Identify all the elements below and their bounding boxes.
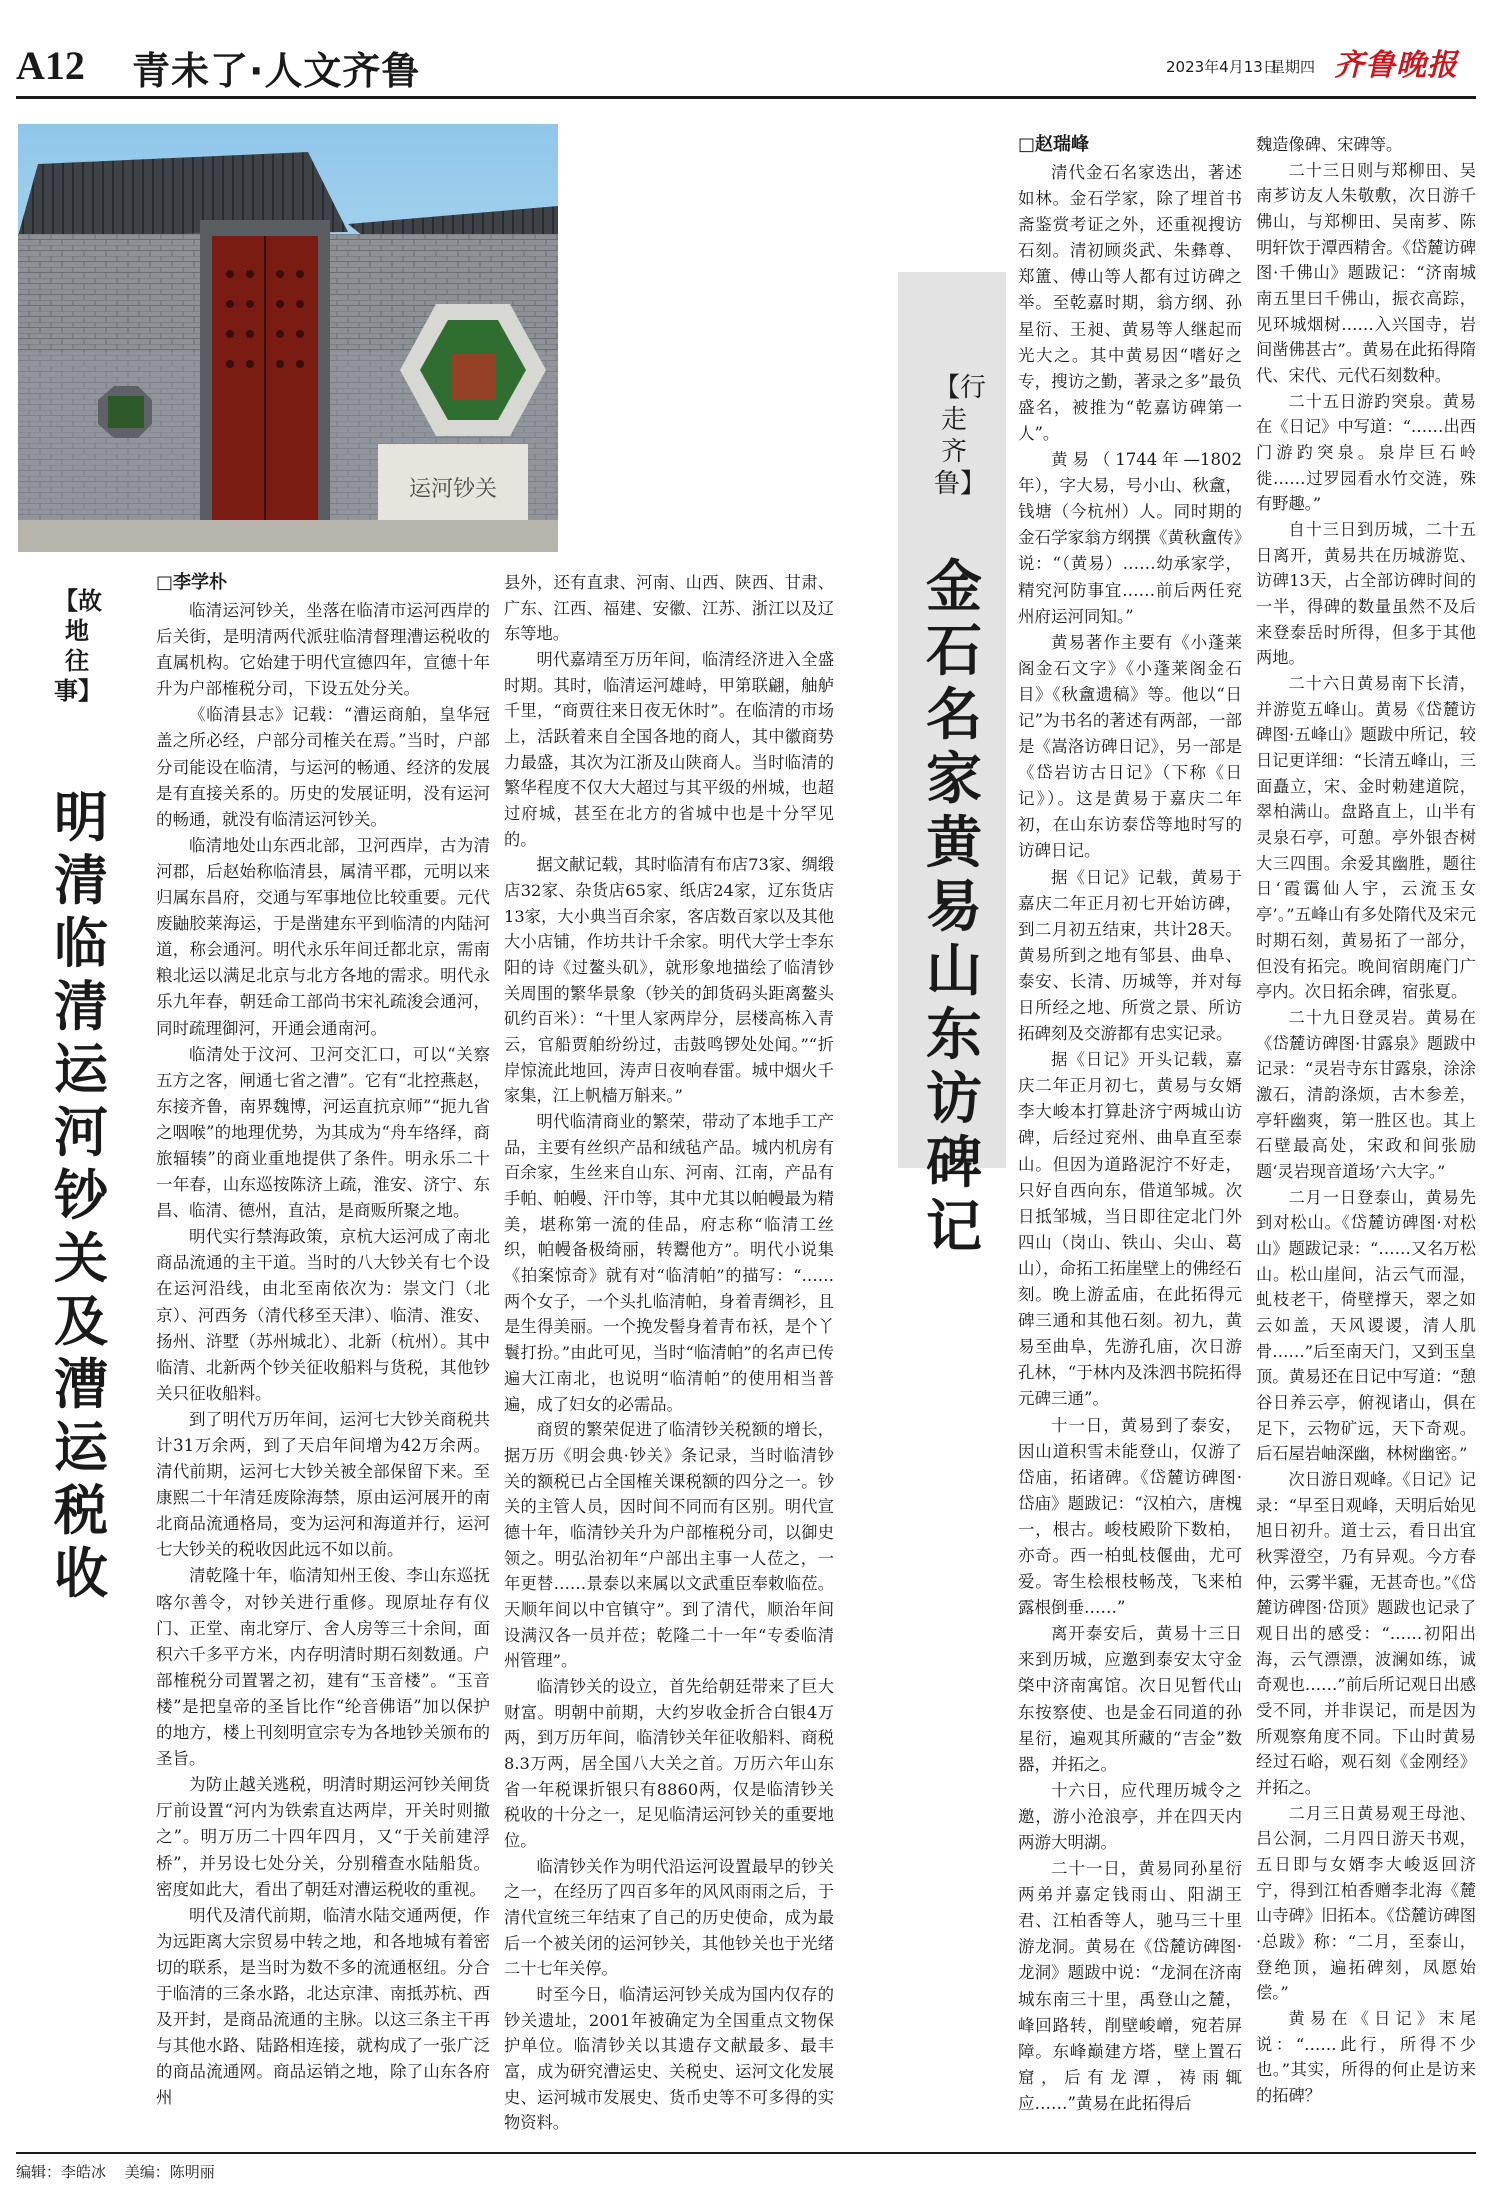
masthead bbox=[0, 0, 1488, 112]
section-title: 青未了·人文齐鲁 bbox=[132, 49, 421, 93]
bottom-rule bbox=[16, 2152, 1476, 2154]
paragraph: 明代嘉靖至万历年间，临清经济进入全盛时期。其时，临清运河雄峙，甲第联翩，舳舻千里，“商贾往来日夜无休时”。在临清的市场上，活跃着来自全国各地的商人，其中徽商势力最盛，其次为江浙及山陕商人。当时临清的繁华程度不仅大大超过与其平级的州城，也超过府城，甚至在北方的省城中也是十分罕见的。 bbox=[504, 650, 834, 849]
paragraph: 商贸的繁荣促进了临清钞关税额的增长，据万历《明会典·钞关》条记录，当时临清钞关的额税已占全国榷关课税额的四分之一。钞关的主管人员，因时间不同而有区别。明代宣德十年，临清钞关升为户部榷税分司，以御史领之。明弘治初年“户部出主事一人莅之，一年更替……景泰以来属以文武重臣奉敕临莅。天顺年间以中官镇守”。到了清代，顺治年间设满汉各一员并莅；乾隆二十一年“专委临清州管理”。 bbox=[504, 1420, 834, 1671]
paragraph: 离开泰安后，黄易十三日来到历城，应邀到泰安太守金棨中济南寓馆。次日见暂代山东按察使、也是金石同道的孙星衍，遍观其所藏的“吉金”数器，并拓之。 bbox=[1018, 1624, 1242, 1774]
paragraph: 为防止越关逃税，明清时期运河钞关闸货厅前设置“河内为铁索直达两岸，开关时则撤之”。明万历二十四年四月，又“于关前建浮桥”，并另设七处分关，分别稽查水陆船货。密度如此大，看出了朝廷对漕运税收的重视。 bbox=[156, 1775, 490, 1899]
paragraph: 清代金石名家迭出，著述如林。金石学家，除了埋首书斋鉴赏考证之外，还重视搜访石刻。清初顾炎武、朱彝尊、郑簠、傅山等人都有过访碑之举。至乾嘉时期，翁方纲、孙星衍、王昶、黄易等人继起而光大之。其中黄易因“嗜好之专，搜访之勤，著录之多”最负盛名，被推为“乾嘉访碑第一人”。 bbox=[1018, 163, 1242, 443]
paragraph: 《临清县志》记载：“漕运商舶，皇华冠盖之所必经，户部分司榷关在焉。”当时，户部分司能设在临清，与运河的畅通、经济的发展是有直接关系的。历史的发展证明，没有运河的畅通，就没有临清运河钞关。 bbox=[156, 705, 490, 829]
paragraph: 明代临清商业的繁荣，带动了本地手工产品，主要有丝织产品和绒毡产品。城内机房有百余家，生丝来自山东、河南、江南，产品有手帕、帕幔、汗巾等，其中尤其以帕幔最为精美，堪称第一流的佳品，府志称“临清工丝织，帕幔备极绮丽，转鬻他方”。明代小说集《拍案惊奇》就有对“临清帕”的描写：“……两个女子，一个头扎临清帕，身着青绸衫，且是生得美丽。一个挽发髻身着青布袄，是个丫鬟打扮。”由此可见，当时“临清帕”的名声已传遍大江南北，也说明“临清帕”的使用相当普遍，成了妇女的必需品。 bbox=[504, 1112, 834, 1414]
paragraph: 临清地处山东西北部，卫河西岸，古为清河郡，后赵始称临清县，属清平郡，元明以来归属东昌府，交通与军事地位比较重要。元代废鼬胶莱海运，于是凿建东平到临清的内陆河道，称会通河。明代永乐年间迁都北京，需南粮北运以满足北京与北方各地的需求。明代永乐九年春，朝廷命工部尚书宋礼疏浚会通河，同时疏理御河，开通会通南河。 bbox=[156, 835, 490, 1038]
paragraph: 次日游日观峰。《日记》记录：“早至日观峰，天明后始见旭日初升。道士云，看日出宜秋霁澄空，乃有异观。今方春仲，云雾半霾，无甚奇也。”《岱麓访碑图·岱顶》题跋也记录了观日出的感受：“……初阳出海，云气漂漂，波澜如练，诚奇观也……”前后所记观日出感受不同，并非误记，而是因为所观察角度不同。下山时黄易经过石峪，观石刻《金刚经》并拓之。 bbox=[1256, 1469, 1476, 1797]
paragraph: 到了明代万历年间，运河七大钞关商税共计31万余两，到了天启年间增为42万余两。清代前期，运河七大钞关被全部保留下来。至康熙二十年清廷废除海禁，原由运河展开的南北商品流通格局，变为运河和海道并行，运河七大钞关的税收因此远不如以前。 bbox=[156, 1409, 490, 1560]
editor-credits bbox=[16, 2161, 229, 2182]
paragraph: 二十三日则与郑柳田、吴南芗访友人朱敬敷，次日游千佛山，与郑柳田、吴南芗、陈明轩饮于潭西精舍。《岱麓访碑图·千佛山》题跋记：“济南城南五里曰千佛山，振衣高踪，见环城烟树……入兴国寺，岩间凿佛甚古”。黄易在此拓得隋代、宋代、元代石刻数种。 bbox=[1256, 160, 1476, 386]
paragraph: 时至今日，临清运河钞关成为国内仅存的钞关遗址，2001年被确定为全国重点文物保护单位。临清钞关以其遗存文献最多、最丰富，成为研究漕运史、关税史、运河文化发展史、运河城市发展史、货币史等不可多得的实物资料。 bbox=[504, 1984, 834, 2133]
paragraph: 二十一日，黄易同孙星衍两弟并嘉定钱雨山、阳湖王君、江柏香等人，驰马三十里游龙洞。黄易在《岱麓访碑图·龙洞》题跋中说：“龙洞在济南城东南三十里，禹登山之麓，峰回路转，削壁峻嶒，宛若屏障。东峰巅建方塔，壁上置石窟，后有龙潭，祷雨辄应……”黄易在此拓得后 bbox=[1018, 1859, 1242, 2113]
page-number: A12 bbox=[16, 43, 85, 88]
article1-headline: 明清临清运河钞关及漕运税收 bbox=[54, 786, 108, 1605]
article1-section-tag: 【故地往事】 bbox=[54, 587, 102, 705]
paragraph: 黄易著作主要有《小蓬莱阁金石文字》《小蓬莱阁金石目》《秋盦遗稿》等。他以“日记”为书名的著述有两部，一部是《嵩洛访碑日记》，另一部是《岱岩访古日记》（下称《日记》）。这是黄易于嘉庆二年初，在山东访泰岱等地时写的访碑日记。 bbox=[1018, 632, 1242, 861]
issue-date: 2023年4月13日 bbox=[1166, 58, 1278, 76]
paragraph: 黄易在《日记》末尾说：“……此行，所得不少也。”其实，所得的何止是访来的拓碑？ bbox=[1256, 2009, 1476, 2106]
paragraph: 据《日记》开头记载，嘉庆二年正月初七，黄易与女婿李大峻本打算赴济宁两城山访碑，后经过兖州、曲阜直至泰山。但因为道路泥泞不好走，只好自西向东，借道邹城。次日抵邹城，当日即往定北门外四山（岗山、铁山、尖山、葛山），命拓工拓崖壁上的佛经石刻。晚上游孟庙，在此拓得元碑三通和其他石刻。初九，黄易至曲阜，先游孔庙，次日游孔林，“于林内及洙泗书院拓得元碑三通”。 bbox=[1018, 1050, 1242, 1409]
paragraph: 临清钞关的设立，首先给朝廷带来了巨大财富。明朝中前期，大约岁收金折合白银4万两，到万历年间，临清钞关年征收船料、商税8.3万两，居全国八大关之首。万历六年山东省一年税课折银只有8860两，仅是临清钞关税收的十分之一，足见临清运河钞关的重要地位。 bbox=[504, 1676, 834, 1850]
paragraph: 据《日记》记载，黄易于嘉庆二年正月初七开始访碑，到二月初五结束，共计28天。黄易所到之地有邹县、曲阜、泰安、长清、历城等，并对每日所经之地、所赏之景、所访拓碑刻及交游都有忠实记录。 bbox=[1018, 867, 1242, 1044]
gate-plaque-text: 运河钞关 bbox=[408, 477, 498, 502]
article2-section-tag: 【行走齐鲁】 bbox=[934, 373, 987, 499]
paragraph: 据文献记载，其时临清有布店73家、绸缎店32家、杂货店65家、纸店24家，辽东货店13家，大小典当百余家，客店数百家以及其他大小店铺，作坊共计千余家。明代大学士李东阳的诗《过鳌头矶》，就形象地描绘了临清钞关周围的繁华景象（钞关的卸货码头距离鳌头矶约百米）：“十里人家两岸分，层楼高栋入青云，官船贾舶纷纷过，击鼓鸣锣处处闻。”“折岸惊流此地回，涛声日夜响春雷。城中烟火千家集，江上帆樯万斛来。” bbox=[504, 855, 834, 1106]
paragraph: 十一日，黄易到了泰安，因山道积雪未能登山，仅游了岱庙，拓诸碑。《岱麓访碑图·岱庙》题跋记：“汉柏六，唐槐一，根古。峻枝殿阶下数柏，亦奇。西一柏虬枝偃曲，尤可爱。寄生桧根枝畅茂，飞来柏露根倒垂……” bbox=[1018, 1415, 1242, 1618]
paragraph: 二月三日黄易观王母池、吕公洞，二月四日游天书观，五日即与女婿李大峻返回济宁，得到江柏香赠李北海《麓山寺碑》旧拓本。《岱麓访碑图·总跋》称：“二月，至泰山，登绝顶，遍拓碑刻，凤愿始偿。” bbox=[1256, 1803, 1476, 2003]
article2-column-2 bbox=[1256, 132, 1476, 2109]
paragraph: 明代及清代前期，临清水陆交通两便，作为远距离大宗贸易中转之地，和各地城有着密切的联系，是当时为数不多的流通枢纽。分合于临清的三条水路，北达京津、南抵苏杭、西及开封，是商品流通的主脉。以这三条主干再与其他水路、陆路相连接，就构成了一张广泛的商品流通网。商品运销之地，除了山东各府州 bbox=[156, 1905, 490, 2108]
canal-customs-photo bbox=[18, 124, 558, 552]
paragraph: 临清运河钞关，坐落在临清市运河西岸的后关街，是明清两代派驻临清督理漕运税收的直属机构。它始建于明代宣德四年，宣德十年升为户部榷税分司，下设五处分关。 bbox=[156, 601, 490, 699]
paragraph: 自十三日到历城，二十五日离开，黄易共在历城游览、访碑13天，占全部访碑时间的一半，得碑的数量虽然不及后来登泰岳时所得，但多于其他两地。 bbox=[1256, 520, 1476, 668]
article1-byline: □李学朴 bbox=[156, 572, 228, 593]
paragraph: 魏造像碑、宋碑等。 bbox=[1256, 135, 1403, 154]
paragraph: 十六日，应代理历城令之邀，游小沧浪亭，并在四天内两游大明湖。 bbox=[1018, 1780, 1242, 1852]
top-rule bbox=[16, 96, 1476, 99]
paragraph: 二十五日游趵突泉。黄易在《日记》中写道：“……出西门游趵突泉。泉岸巨石岭徙……过罗园看水竹交涟，殊有野趣。” bbox=[1256, 391, 1476, 514]
article1-column-1 bbox=[156, 598, 490, 2111]
article2-column-1 bbox=[1018, 160, 1242, 2117]
paragraph: 二十九日登灵岩。黄易在《岱麓访碑图·甘露泉》题跋中记录：“灵岩寺东甘露泉，涂涂激石，清韵涤烦，古木参差，亭轩幽爽，第一胜区也。其上石壁最高处，宋政和间张励题‘灵岩现音道场’六大字。” bbox=[1256, 1007, 1476, 1181]
editor-credit: 编辑：李皓冰 bbox=[16, 2163, 107, 2181]
paragraph: 黄易（1744年—1802年），字大易，号小山、秋盦，钱塘（今杭州）人。同时期的金石学家翁方纲撰《黄秋盦传》说：“（黄易）……幼承家学，精究河防事宜……前后两任兖州府运河同知。” bbox=[1018, 450, 1242, 626]
article2-headline: 金石名家黄易山东访碑记 bbox=[926, 555, 982, 1260]
art-editor-credit: 美编：陈明丽 bbox=[124, 2163, 215, 2181]
newspaper-logo: 齐鲁晚报 bbox=[1334, 48, 1458, 83]
article1-column-2 bbox=[504, 570, 834, 2136]
issue-weekday: 星期四 bbox=[1270, 58, 1316, 76]
paragraph: 县外，还有直隶、河南、山西、陕西、甘肃、广东、江西、福建、安徽、江苏、浙江以及辽东等地。 bbox=[504, 573, 834, 644]
paragraph: 清乾隆十年，临清知州王俊、李山东巡抚喀尔善令，对钞关进行重修。现原址存有仪门、正堂、南北穿厅、舍人房等三十余间，面积六千多平方米，内存明清时期石刻数通。户部榷税分司置署之初，建有“玉音楼”。“玉音楼”是把皇帝的圣旨比作“纶音佛语”加以保护的地方，楼上刊刻明宣宗专为各地钞关颁布的圣旨。 bbox=[156, 1566, 490, 1769]
paragraph: 二十六日黄易南下长清，并游览五峰山。黄易《岱麓访碑图·五峰山》题跋中所记，较日记更详细：“长清五峰山，三面矗立，宋、金时勅建道院，翠柏满山。盘路直上，山半有灵泉石亭，可憩。亭外银杏树大三四围。余爱其幽胜，题往日‘霞霭仙人宇，云流玉女亭’。”五峰山有多处隋代及宋元时期石刻，黄易拓了一部分，但没有拓完。晚间宿朗庵门广亭内。次日拓余碑，宿张夏。 bbox=[1256, 674, 1476, 1002]
paragraph: 临清处于汶河、卫河交汇口，可以“关察五方之客，闸通七省之漕”。它有“北控燕赵，东接齐鲁，南界魏博，河运直抗京师”“扼九省之咽喉”的地理优势，为其成为“舟车络绎，商旅辐辏”的商业重地提供了条件。明永乐二十一年春，山东巡按陈济上疏，淮安、济宁、东昌、临清、德州，直沽，是商贩所聚之地。 bbox=[156, 1044, 490, 1221]
paragraph: 二月一日登泰山，黄易先到对松山。《岱麓访碑图·对松山》题跋记录：“……又名万松山。松山崖间，沾云气而湿，虬枝老干，倚壁撑天，翠之如云如盖，天风谡谡，清人肌骨……”后至南天门，又到玉皇顶。黄易还在日记中写道：“憩谷日养云亭，俯视诸山，俱在足下，云物矿远，天下奇观。后石屋岩岫深幽，林树幽密。” bbox=[1256, 1187, 1476, 1464]
paragraph: 明代实行禁海政策，京杭大运河成了南北商品流通的主干道。当时的八大钞关有七个设在运河沿线，由北至南依次为：崇文门（北京）、河西务（清代移至天津）、临清、淮安、扬州、浒墅（苏州城北）、北新（杭州）。其中临清、北新两个钞关征收船料与货税，其他钞关只征收船料。 bbox=[156, 1227, 490, 1403]
article2-byline: □赵瑞峰 bbox=[1018, 134, 1090, 155]
paragraph: 临清钞关作为明代沿运河设置最早的钞关之一，在经历了四百多年的风风雨雨之后，于清代宣统三年结束了自己的历史使命，成为最后一个被关闭的运河钞关，其他钞关也于光绪二十七年关停。 bbox=[504, 1856, 834, 1979]
